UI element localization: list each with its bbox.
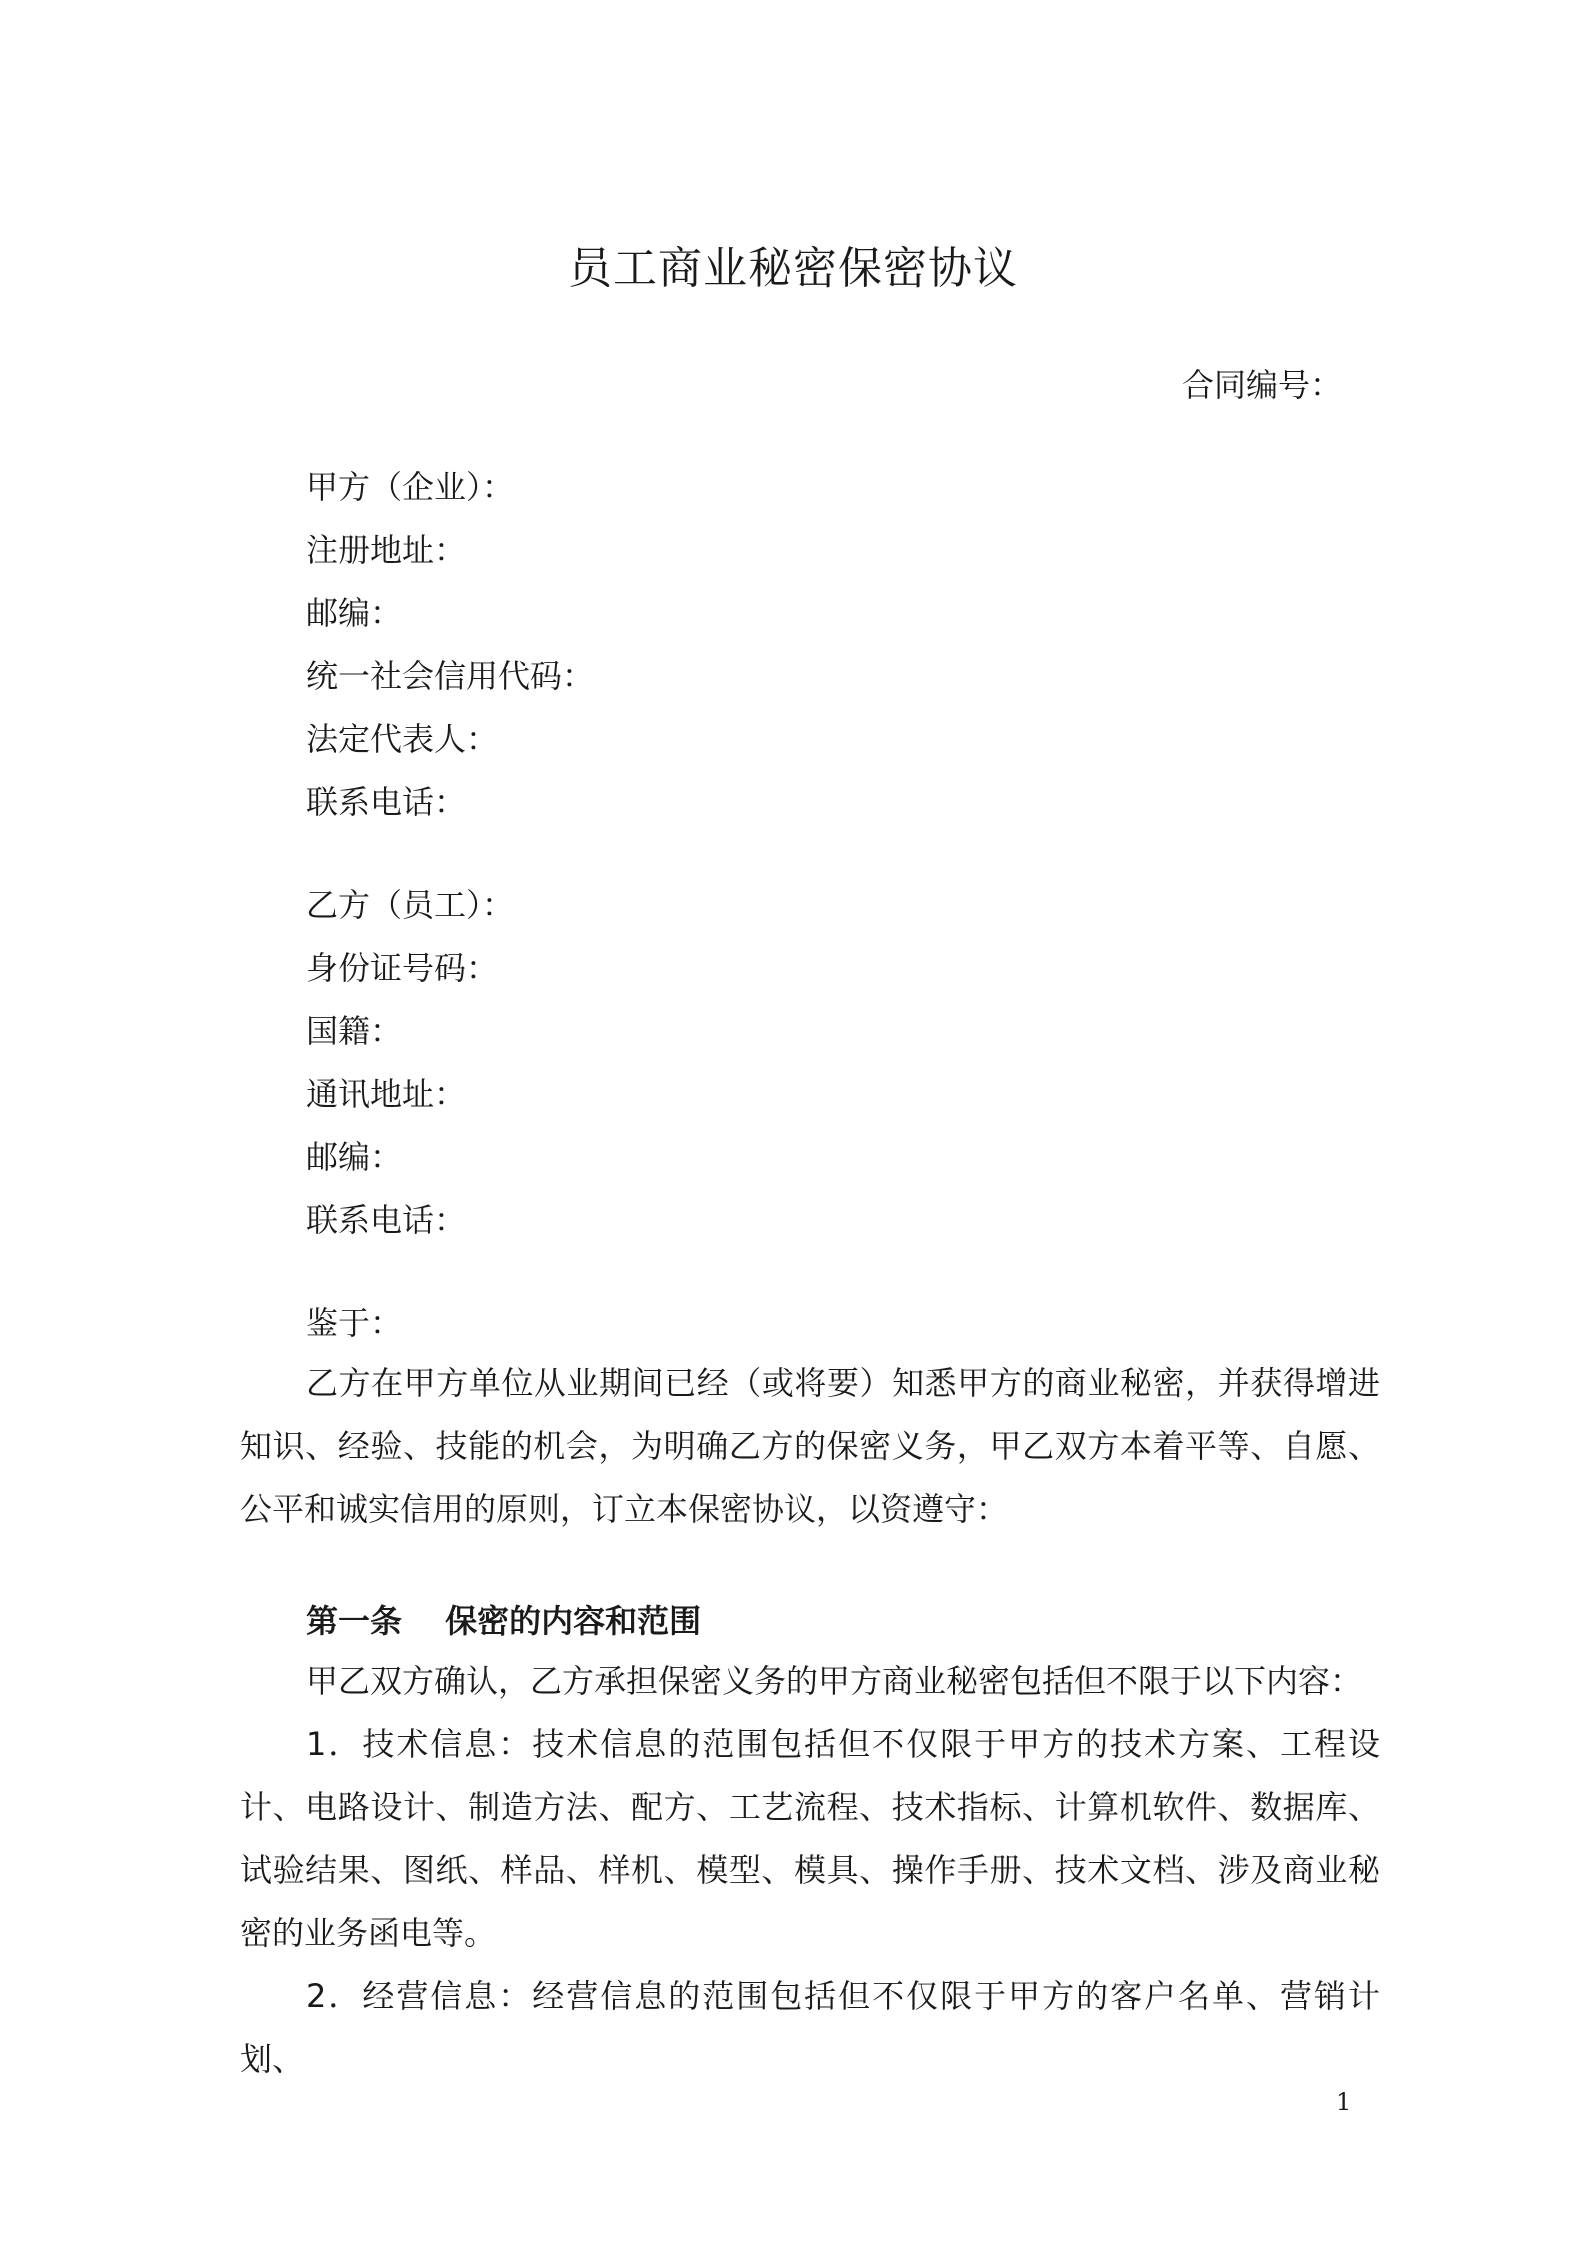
page-number: 1 bbox=[1336, 2088, 1352, 2116]
article-1-intro: 甲乙双方确认，乙方承担保密义务的甲方商业秘密包括但不限于以下内容： bbox=[306, 1662, 1363, 1700]
party-a-legal-rep-label: 法定代表人： bbox=[306, 720, 499, 758]
contract-number-label: 合同编号： bbox=[1181, 366, 1342, 404]
party-a-phone-label: 联系电话： bbox=[306, 783, 467, 821]
party-b-postcode-label: 邮编： bbox=[306, 1138, 403, 1176]
party-b-address-label: 通讯地址： bbox=[306, 1075, 467, 1113]
party-b-phone-label: 联系电话： bbox=[306, 1201, 467, 1239]
party-b-nationality-label: 国籍： bbox=[306, 1012, 403, 1050]
document-title: 员工商业秘密保密协议 bbox=[568, 243, 1018, 294]
party-b-id-label: 身份证号码： bbox=[306, 949, 499, 987]
party-a-name-label: 甲方（企业）： bbox=[306, 468, 515, 506]
article-1-heading: 第一条 保密的内容和范围 bbox=[306, 1602, 702, 1640]
article-1-item-1: 1．技术信息：技术信息的范围包括但不仅限于甲方的技术方案、工程设计、电路设计、制造方法、配方、工艺流程、技术指标、计算机软件、数据库、试验结果、图纸、样品、样机、模型、模具、操作手册、技术文档、涉及商业秘密的业务函电等。 bbox=[240, 1725, 1380, 1952]
party-a-credit-code-label: 统一社会信用代码： bbox=[306, 657, 595, 695]
preamble-paragraph: 乙方在甲方单位从业期间已经（或将要）知悉甲方的商业秘密，并获得增进知识、经验、技能的机会，为明确乙方的保密义务，甲乙双方本着平等、自愿、公平和诚实信用的原则，订立本保密协议，以资遵守： bbox=[240, 1364, 1380, 1528]
party-b-name-label: 乙方（员工）： bbox=[306, 886, 515, 924]
party-a-address-label: 注册地址： bbox=[306, 531, 467, 569]
article-1-item-2: 2．经营信息：经营信息的范围包括但不仅限于甲方的客户名单、营销计划、 bbox=[240, 1977, 1380, 2078]
whereas-label: 鉴于： bbox=[306, 1304, 403, 1342]
party-a-postcode-label: 邮编： bbox=[306, 594, 403, 632]
